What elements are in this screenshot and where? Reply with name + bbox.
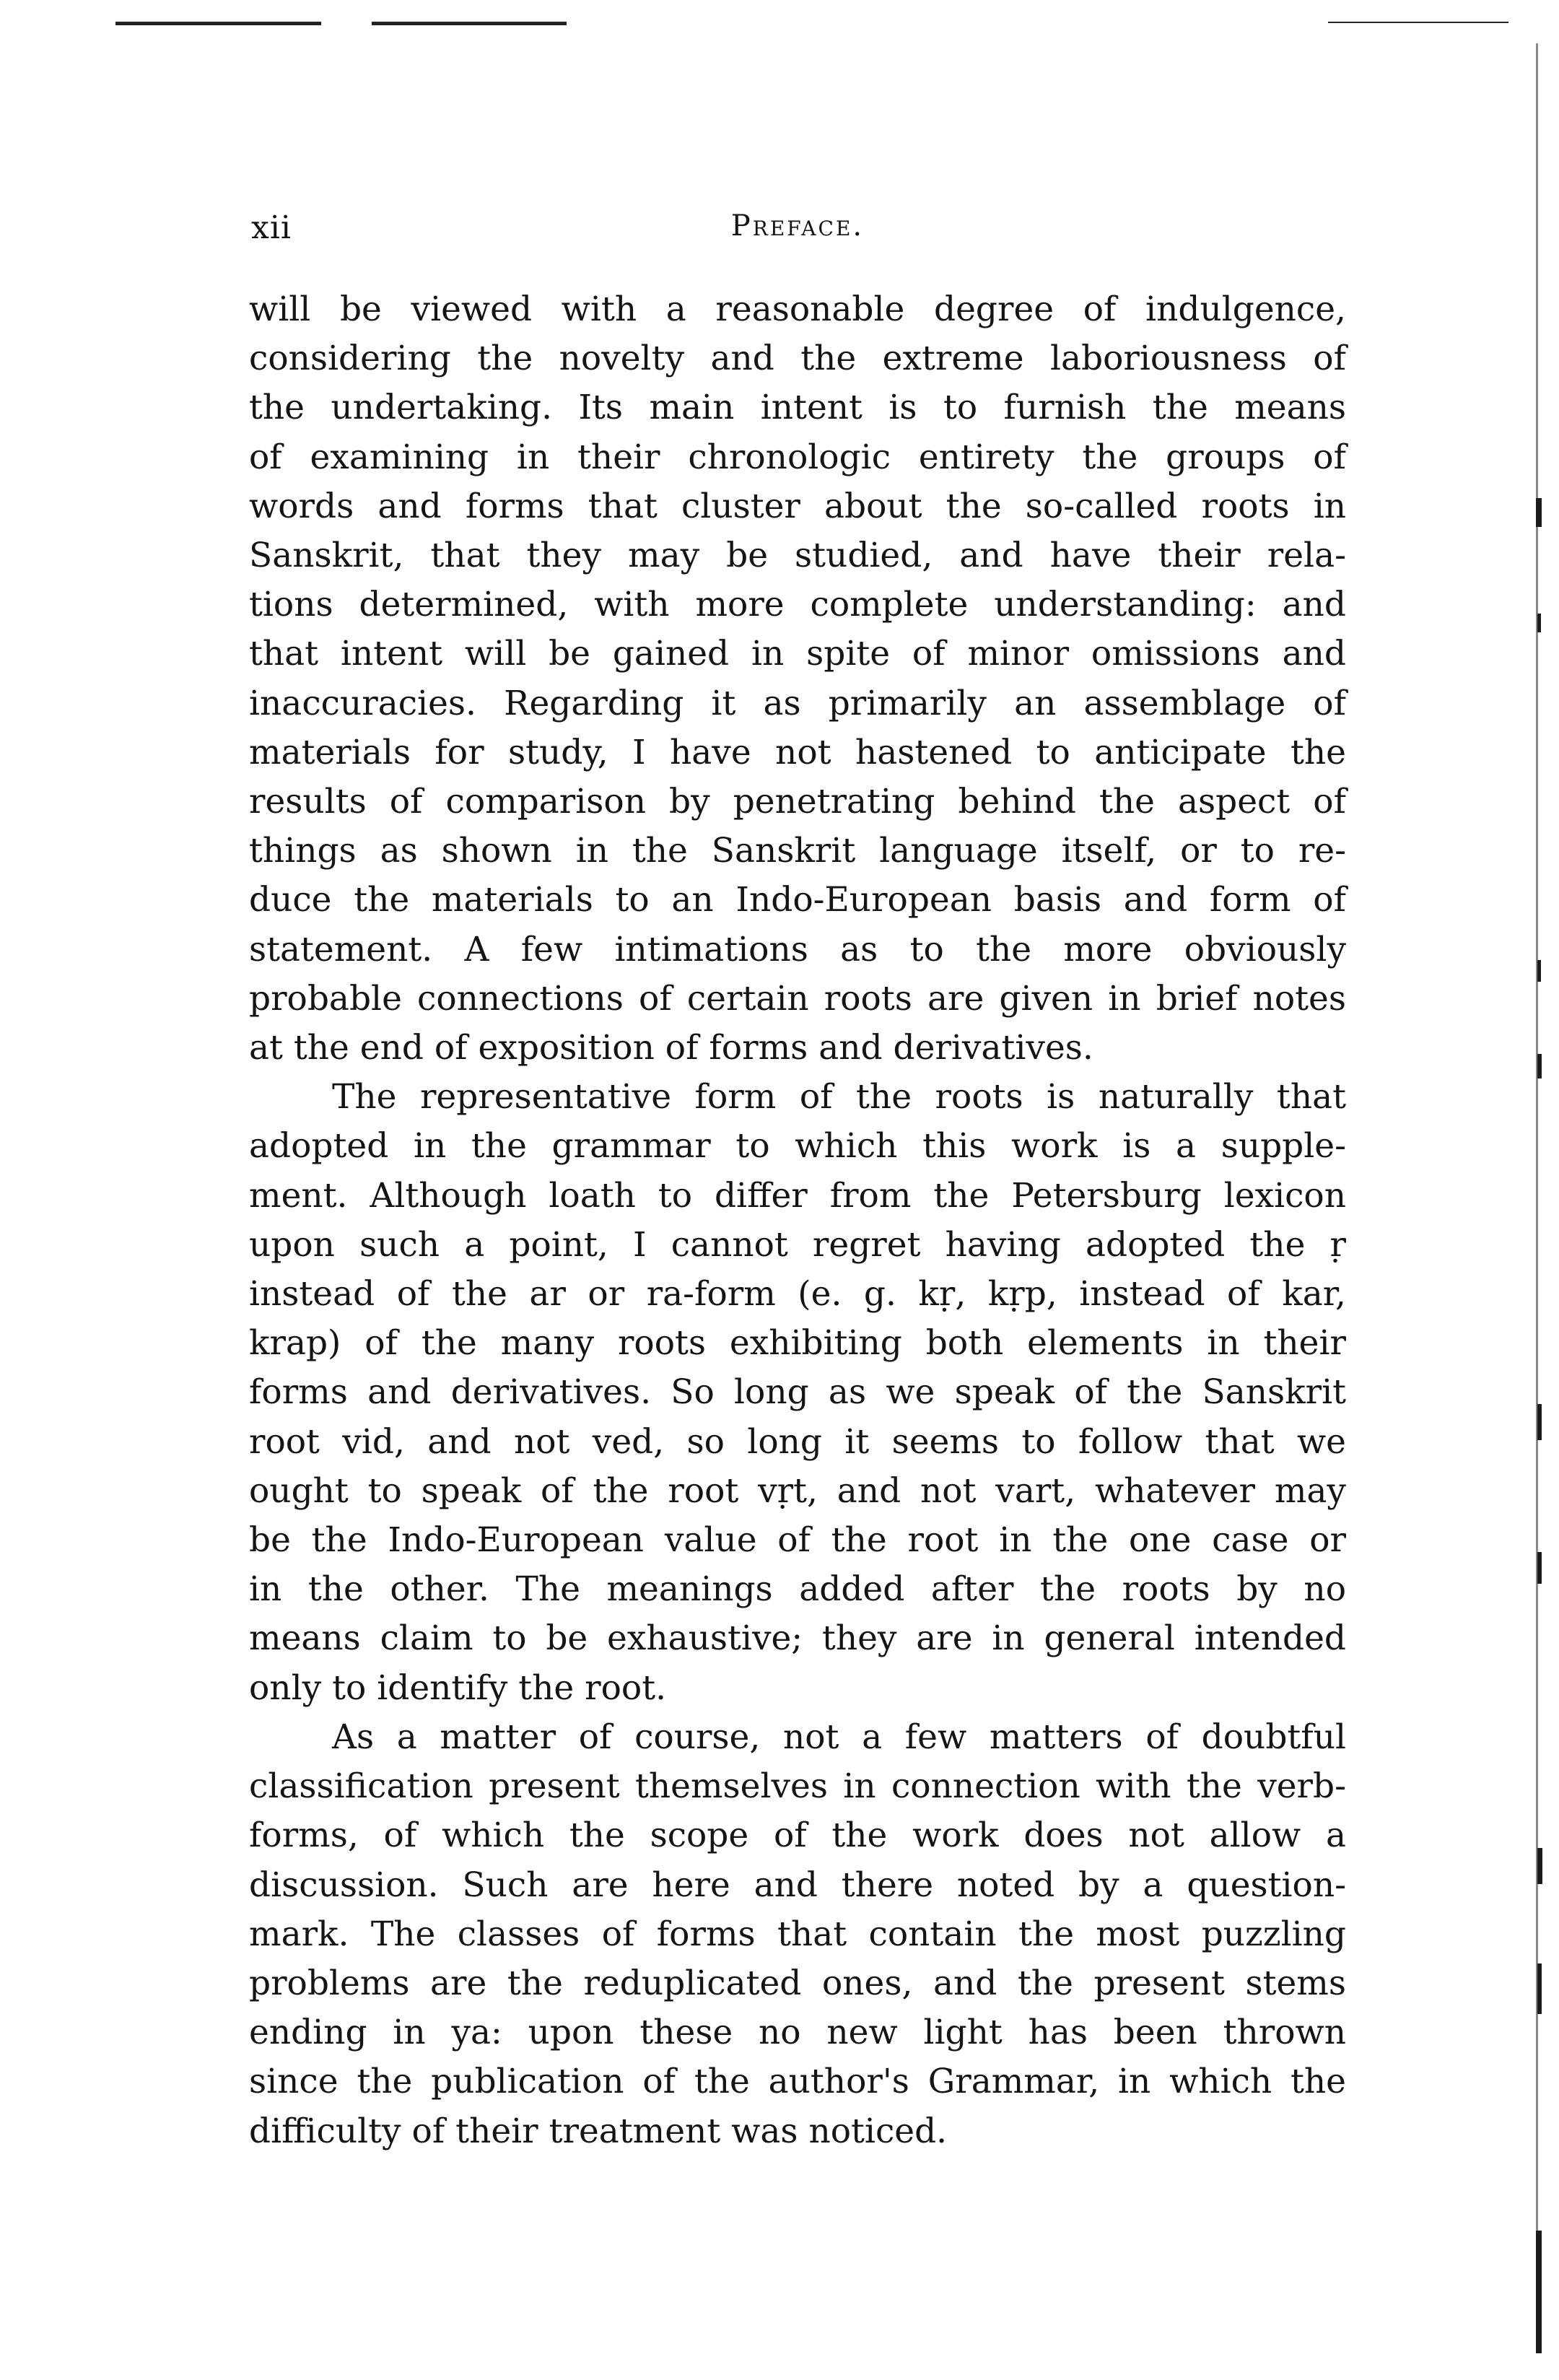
top-rule-right	[1328, 22, 1508, 23]
edge-mark	[1536, 498, 1542, 527]
text-line: only to identify the root.	[249, 1668, 667, 1708]
text-line: words and forms that cluster about the so-called roots in	[249, 486, 1346, 526]
paragraph	[249, 1713, 1346, 2156]
text-line: since the publication of the author's Grammar, in which the	[249, 2062, 1346, 2102]
text-line: tions determined, with more complete understanding: and	[249, 585, 1346, 625]
top-rule-middle	[372, 22, 567, 25]
text-line: discussion. Such are here and there noted by a question-	[249, 1865, 1346, 1905]
text-line: root vid, and not ved, so long it seems to follow that we	[249, 1421, 1346, 1462]
text-line: upon such a point, I cannot regret having adopted the ṛ	[249, 1224, 1346, 1265]
text-line: ending in ya: upon these no new light has been thrown	[249, 2013, 1346, 2053]
paragraph	[249, 285, 1346, 1073]
page-header	[245, 209, 1350, 260]
text-line: ought to speak of the root vṛt, and not vart, whatever may	[249, 1470, 1346, 1511]
text-line: at the end of exposition of forms and derivatives.	[249, 1028, 1093, 1068]
top-rule-left	[115, 22, 321, 25]
edge-mark	[1537, 614, 1541, 632]
edge-mark	[1537, 960, 1541, 982]
paragraph	[249, 1073, 1346, 1713]
text-line: results of comparison by penetrating behind the aspect of	[249, 782, 1346, 822]
text-line: will be viewed with a reasonable degree of indulgence,	[249, 289, 1346, 329]
text-line: ment. Although loath to differ from the Petersburg lexicon	[249, 1175, 1346, 1216]
text-line: statement. A few intimations as to the more obviously	[249, 929, 1346, 969]
text-line: things as shown in the Sanskrit language itself, or to re-	[249, 831, 1346, 871]
page-number: xii	[251, 209, 292, 246]
text-line: problems are the reduplicated ones, and the present stems	[249, 1963, 1346, 2003]
text-line: inaccuracies. Regarding it as primarily an assemblage of	[249, 683, 1346, 723]
text-line: As a matter of course, not a few matters of doubtful	[332, 1717, 1346, 1757]
edge-mark	[1536, 2231, 1542, 2353]
text-line: instead of the ar or ra-form (e. g. kṛ, kṛp, instead of kar,	[249, 1274, 1346, 1315]
body-text	[249, 285, 1346, 2156]
text-line: duce the materials to an Indo-European basis and form of	[249, 880, 1346, 920]
text-line: that intent will be gained in spite of minor omissions and	[249, 634, 1346, 674]
text-line: difficulty of their treatment was noticed.	[249, 2111, 948, 2151]
text-line: Sanskrit, that they may be studied, and have their rela-	[249, 536, 1346, 576]
text-line: probable connections of certain roots are given in brief notes	[249, 978, 1346, 1019]
edge-mark	[1537, 1404, 1542, 1440]
text-line: be the Indo-European value of the root in the one case or	[249, 1520, 1346, 1561]
text-line: the undertaking. Its main intent is to furnish the means	[249, 388, 1346, 428]
text-line: mark. The classes of forms that contain the most puzzling	[249, 1914, 1346, 1954]
text-line: adopted in the grammar to which this work is a supple-	[249, 1126, 1346, 1167]
edge-mark	[1537, 1054, 1542, 1078]
text-line: The representative form of the roots is naturally that	[332, 1077, 1346, 1117]
text-line: forms, of which the scope of the work does not allow a	[249, 1815, 1346, 1856]
text-line: in the other. The meanings added after the roots by no	[249, 1569, 1346, 1610]
edge-mark	[1537, 1552, 1542, 1584]
edge-mark	[1537, 1963, 1542, 2014]
running-head: Preface.	[730, 209, 865, 243]
text-line: classification present themselves in connection with the verb-	[249, 1766, 1346, 1807]
text-line: considering the novelty and the extreme laboriousness of	[249, 339, 1346, 379]
text-line: means claim to be exhaustive; they are in general intended	[249, 1618, 1346, 1659]
text-line: krap) of the many roots exhibiting both elements in their	[249, 1323, 1346, 1364]
text-line: materials for study, I have not hastened to anticipate the	[249, 732, 1346, 772]
edge-mark	[1537, 1848, 1542, 1884]
text-line: forms and derivatives. So long as we speak of the Sanskrit	[249, 1372, 1346, 1413]
text-line: of examining in their chronologic entirety the groups of	[249, 437, 1346, 477]
